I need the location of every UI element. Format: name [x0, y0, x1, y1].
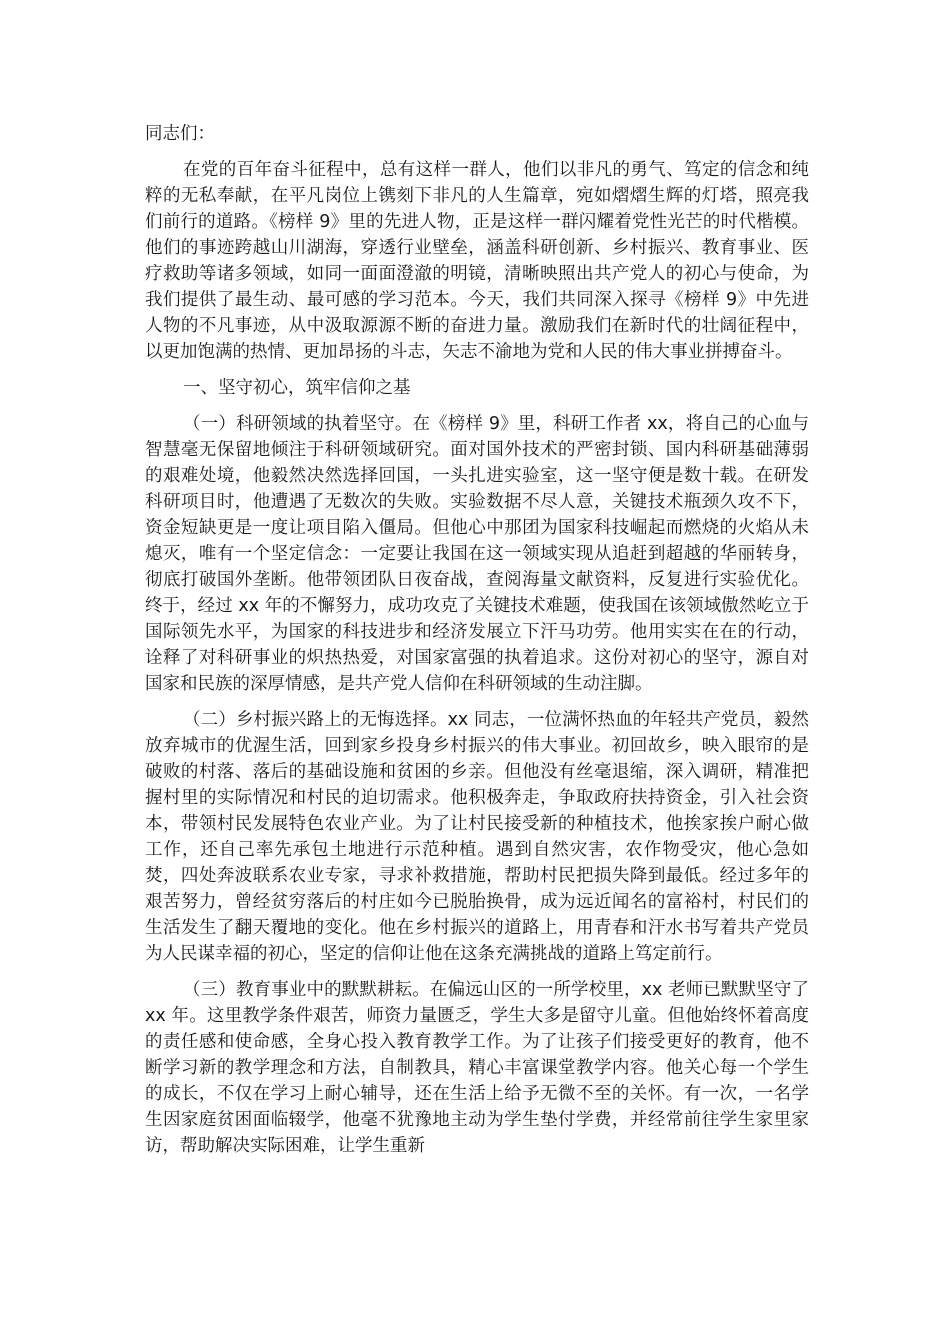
paragraph-research: （一）科研领域的执着坚守。在《榜样 9》里，科研工作者 xx，将自己的心血与智慧毫无保留地倾注于科研领域研究。面对国外技术的严密封锁、国内科研基础薄弱的艰难处境，他毅然决然选择回国，一头扎进实验室，这一坚守便是数十载。在研发科研项目时，他遭遇了无数次的失败。实验数据不尽人意，关键技术瓶颈久攻不下，资金短缺更是一度让项目陷入僵局。但他心中那团为国家科技崛起而燃烧的火焰从未熄灭，唯有一个坚定信念：一定要让我国在这一领域实现从追赶到超越的华丽转身，彻底打破国外垄断。他带领团队日夜奋战，查阅海量文献资料，反复进行实验优化。终于，经过 xx 年的不懈努力，成功攻克了关键技术难题，使我国在该领域傲然屹立于国际领先水平，为国家的科技进步和经济发展立下汗马功劳。他用实实在在的行动，诠释了对科研事业的炽热热爱，对国家富强的执着追求。这份对初心的坚守，源自对国家和民族的深厚情感，是共产党人信仰在科研领域的生动注脚。 [145, 414, 809, 694]
paragraph-rural-revitalization: （二）乡村振兴路上的无悔选择。xx 同志，一位满怀热血的年轻共产党员，毅然放弃城市的优渥生活，回到家乡投身乡村振兴的伟大事业。初回故乡，映入眼帘的是破败的村落、落后的基础设施和贫困的乡亲。但他没有丝毫退缩，深入调研，精准把握村里的实际情况和村民的迫切需求。他积极奔走，争取政府扶持资金，引入社会资本，带领村民发展特色农业产业。为了让村民接受新的种植技术，他挨家挨户耐心做工作，还自己率先承包土地进行示范种植。遇到自然灾害，农作物受灾，他心急如焚，四处奔波联系农业专家，寻求补救措施，帮助村民把损失降到最低。经过多年的艰苦努力，曾经贫穷落后的村庄如今已脱胎换骨，成为远近闻名的富裕村，村民们的生活发生了翻天覆地的变化。他在乡村振兴的道路上，用青春和汗水书写着共产党员为人民谋幸福的初心，坚定的信仰让他在这条充满挑战的道路上笃定前行。 [145, 710, 809, 964]
intro-paragraph: 在党的百年奋斗征程中，总有这样一群人，他们以非凡的勇气、笃定的信念和纯粹的无私奉献，在平凡岗位上镌刻下非凡的人生篇章，宛如熠熠生辉的灯塔，照亮我们前行的道路。《榜样 9》里的先进人物，正是这样一群闪耀着党性光芒的时代楷模。他们的事迹跨越山川湖海，穿透行业壁垒，涵盖科研创新、乡村振兴、教育事业、医疗救助等诸多领域，如同一面面澄澈的明镜，清晰映照出共产党人的初心与使命，为我们提供了最生动、最可感的学习范本。今天，我们共同深入探寻《榜样 9》中先进人物的不凡事迹，从中汲取源源不断的奋进力量。激励我们在新时代的壮阔征程中，以更加饱满的热情、更加昂扬的斗志，矢志不渝地为党和人民的伟大事业拼搏奋斗。 [145, 160, 809, 362]
greeting: 同志们： [145, 124, 215, 144]
document-page [145, 121, 809, 1169]
section-heading: 一、坚守初心，筑牢信仰之基 [183, 378, 411, 398]
paragraph-education: （三）教育事业中的默默耕耘。在偏远山区的一所学校里，xx 老师已默默坚守了 xx 年。这里教学条件艰苦，师资力量匮乏，学生大多是留守儿童。但他始终怀着高度的责任感和使命感，全身心投入教育教学工作。为了让孩子们接受更好的教育，他不断学习新的教学理念和方法，自制教具，精心丰富课堂教学内容。他关心每一个学生的成长，不仅在学习上耐心辅导，还在生活上给予无微不至的关怀。有一次，一名学生因家庭贫困面临辍学，他毫不犹豫地主动为学生垫付学费，并经常前往学生家里家访，帮助解决实际困难，让学生重新 [145, 980, 809, 1156]
